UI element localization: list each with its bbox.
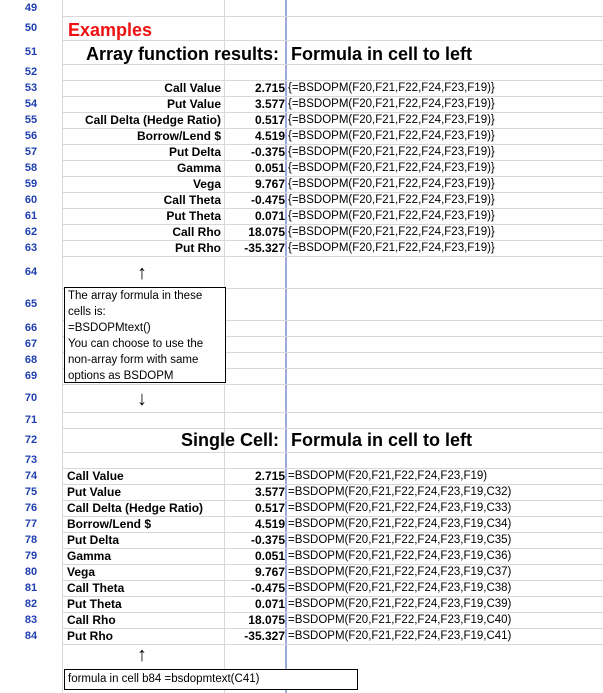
row-formula: {=BSDOPM(F20,F21,F22,F24,F23,F19)} <box>288 82 495 94</box>
section1-left-header: Array function results: <box>85 44 279 64</box>
row-number: 72 <box>24 434 38 446</box>
down-arrow-icon: ↓ <box>137 388 147 410</box>
row-label: Borrow/Lend $ <box>136 129 221 143</box>
row-label: Call Value <box>67 469 124 483</box>
row-number: 83 <box>24 614 38 626</box>
row-number: 51 <box>24 46 38 58</box>
row-value: -0.375 <box>250 145 285 159</box>
row-number: 55 <box>24 114 38 126</box>
row-number: 81 <box>24 582 38 594</box>
row-value: 4.519 <box>254 129 285 143</box>
row-label: Call Rho <box>172 225 221 239</box>
row-number: 66 <box>24 322 38 334</box>
note-line: =BSDOPMtext() <box>68 322 151 334</box>
row-formula: {=BSDOPM(F20,F21,F22,F24,F23,F19)} <box>288 178 495 190</box>
row-label: Call Delta (Hedge Ratio) <box>67 501 204 515</box>
row-number: 65 <box>24 298 38 310</box>
row-formula: =BSDOPM(F20,F21,F22,F24,F23,F19,C32) <box>288 486 512 498</box>
up-arrow-icon: ↑ <box>137 644 147 666</box>
row-number: 62 <box>24 226 38 238</box>
row-value: 3.577 <box>254 485 285 499</box>
row-formula: =BSDOPM(F20,F21,F22,F24,F23,F19,C36) <box>288 550 512 562</box>
row-value: 2.715 <box>254 81 285 95</box>
row-number: 82 <box>24 598 38 610</box>
row-label: Vega <box>67 565 96 579</box>
row-formula: {=BSDOPM(F20,F21,F22,F24,F23,F19)} <box>288 194 495 206</box>
row-value: 0.517 <box>254 113 285 127</box>
row-label: Put Delta <box>168 145 221 159</box>
row-value: -0.475 <box>250 193 285 207</box>
row-label: Put Value <box>67 485 122 499</box>
row-number: 74 <box>24 470 38 482</box>
row-label: Call Rho <box>67 613 116 627</box>
note-line: The array formula in these <box>68 290 203 302</box>
row-gridline <box>62 412 603 413</box>
row-label: Call Theta <box>67 581 125 595</box>
row-number: 67 <box>24 338 38 350</box>
row-number: 68 <box>24 354 38 366</box>
row-value: 9.767 <box>254 565 285 579</box>
note-line: cells is: <box>68 306 106 318</box>
row-label: Put Delta <box>67 533 120 547</box>
row-number: 52 <box>24 66 38 78</box>
row-value: 0.517 <box>254 501 285 515</box>
column-divider <box>62 0 63 693</box>
row-formula: {=BSDOPM(F20,F21,F22,F24,F23,F19)} <box>288 146 495 158</box>
row-formula: {=BSDOPM(F20,F21,F22,F24,F23,F19)} <box>288 226 495 238</box>
row-formula: =BSDOPM(F20,F21,F22,F24,F23,F19) <box>288 470 488 482</box>
row-label: Gamma <box>67 549 112 563</box>
row-formula: {=BSDOPM(F20,F21,F22,F24,F23,F19)} <box>288 242 495 254</box>
row-label: Gamma <box>176 161 221 175</box>
row-formula: {=BSDOPM(F20,F21,F22,F24,F23,F19)} <box>288 162 495 174</box>
row-formula: =BSDOPM(F20,F21,F22,F24,F23,F19,C33) <box>288 502 512 514</box>
row-value: 0.051 <box>254 161 285 175</box>
row-number: 50 <box>24 22 38 34</box>
row-number: 56 <box>24 130 38 142</box>
row-number: 60 <box>24 194 38 206</box>
row-label: Vega <box>192 177 221 191</box>
row-formula: {=BSDOPM(F20,F21,F22,F24,F23,F19)} <box>288 130 495 142</box>
row-number: 64 <box>24 266 38 278</box>
row-number: 59 <box>24 178 38 190</box>
row-number: 80 <box>24 566 38 578</box>
note-line: non-array form with same <box>68 354 199 366</box>
row-value: 4.519 <box>254 517 285 531</box>
row-value: -35.327 <box>244 241 285 255</box>
row-value: 2.715 <box>254 469 285 483</box>
section1-right-header: Formula in cell to left <box>291 44 473 64</box>
row-formula: =BSDOPM(F20,F21,F22,F24,F23,F19,C41) <box>288 630 512 642</box>
row-formula: =BSDOPM(F20,F21,F22,F24,F23,F19,C37) <box>288 566 512 578</box>
row-label: Call Value <box>164 81 221 95</box>
row-gridline <box>62 16 603 17</box>
row-label: Borrow/Lend $ <box>67 517 152 531</box>
row-value: 9.767 <box>254 177 285 191</box>
row-value: -35.327 <box>244 629 285 643</box>
row-gridline <box>62 256 603 257</box>
row-number: 63 <box>24 242 38 254</box>
row-label: Put Value <box>166 97 221 111</box>
row-number: 69 <box>24 370 38 382</box>
row-value: 0.051 <box>254 549 285 563</box>
row-number: 54 <box>24 98 38 110</box>
section2-left-header: Single Cell: <box>180 430 279 450</box>
note-box <box>64 287 226 383</box>
row-label: Call Theta <box>163 193 221 207</box>
row-label: Put Rho <box>67 629 113 643</box>
row-number: 84 <box>24 630 38 642</box>
note-line: options as BSDOPM <box>68 370 174 382</box>
bottom-note-box: formula in cell b84 =bsdopmtext(C41) <box>64 669 358 690</box>
row-value: 0.071 <box>254 209 285 223</box>
row-number: 61 <box>24 210 38 222</box>
row-formula: =BSDOPM(F20,F21,F22,F24,F23,F19,C34) <box>288 518 512 530</box>
row-number: 76 <box>24 502 38 514</box>
row-number: 57 <box>24 146 38 158</box>
row-formula: =BSDOPM(F20,F21,F22,F24,F23,F19,C40) <box>288 614 512 626</box>
row-number: 77 <box>24 518 38 530</box>
column-divider <box>285 0 287 693</box>
row-formula: {=BSDOPM(F20,F21,F22,F24,F23,F19)} <box>288 210 495 222</box>
row-number: 73 <box>24 454 38 466</box>
row-value: 3.577 <box>254 97 285 111</box>
row-gridline <box>62 452 603 453</box>
up-arrow-icon: ↑ <box>137 262 147 284</box>
row-formula: =BSDOPM(F20,F21,F22,F24,F23,F19,C35) <box>288 534 512 546</box>
row-number: 70 <box>24 392 38 404</box>
row-value: 18.075 <box>248 613 285 627</box>
note-line: You can choose to use the <box>68 338 204 350</box>
row-formula: {=BSDOPM(F20,F21,F22,F24,F23,F19)} <box>288 98 495 110</box>
row-label: Put Theta <box>67 597 122 611</box>
row-gridline <box>62 384 603 385</box>
row-formula: =BSDOPM(F20,F21,F22,F24,F23,F19,C38) <box>288 582 512 594</box>
row-value: 18.075 <box>248 225 285 239</box>
row-formula: =BSDOPM(F20,F21,F22,F24,F23,F19,C39) <box>288 598 512 610</box>
row-number: 53 <box>24 82 38 94</box>
section2-right-header: Formula in cell to left <box>291 430 473 450</box>
row-label: Call Delta (Hedge Ratio) <box>84 113 221 127</box>
row-number: 58 <box>24 162 38 174</box>
row-value: -0.475 <box>250 581 285 595</box>
row-number: 75 <box>24 486 38 498</box>
row-number: 49 <box>24 2 38 14</box>
examples-title: Examples <box>68 20 153 40</box>
row-value: -0.375 <box>250 533 285 547</box>
row-number: 79 <box>24 550 38 562</box>
row-formula: {=BSDOPM(F20,F21,F22,F24,F23,F19)} <box>288 114 495 126</box>
row-number: 78 <box>24 534 38 546</box>
row-value: 0.071 <box>254 597 285 611</box>
row-label: Put Rho <box>175 241 221 255</box>
row-gridline <box>62 428 603 429</box>
row-label: Put Theta <box>166 209 221 223</box>
row-number: 71 <box>24 414 38 426</box>
